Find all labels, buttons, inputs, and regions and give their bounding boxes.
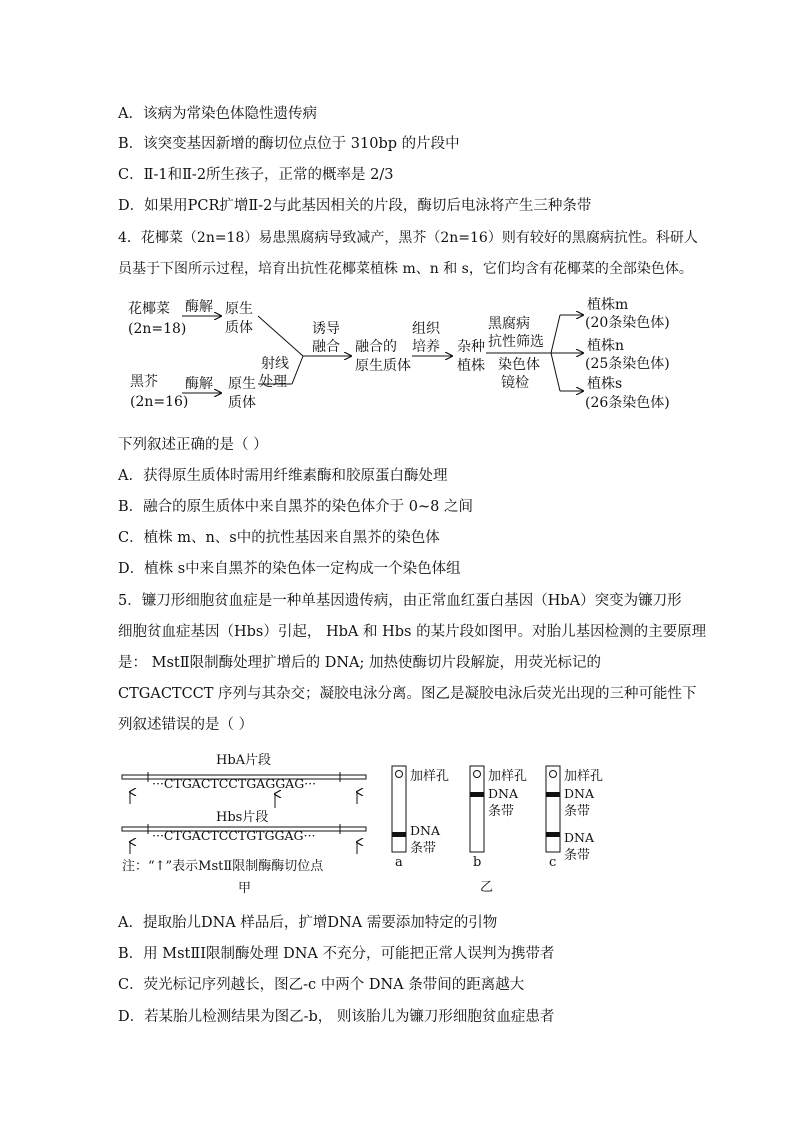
screen-2: 抗性筛选 — [488, 334, 544, 350]
lane-c-dna-label-2: DNA — [564, 830, 594, 845]
hba-sequence: ···CTGACTCCTGAGGAG··· — [152, 776, 317, 791]
induce-1: 诱导 — [312, 321, 340, 337]
plant-s-chrom: (26条染色体) — [585, 395, 670, 411]
cauliflower-label: 花椰菜 — [128, 301, 170, 317]
hybrid-1: 杂种 — [457, 339, 485, 355]
plant-m-chrom: (20条染色体) — [585, 315, 670, 331]
hba-label: HbA片段 — [216, 753, 272, 768]
culture-2: 培养 — [412, 339, 440, 355]
radiation-1: 射线 — [261, 356, 289, 372]
fused-2: 原生质体 — [355, 358, 411, 374]
black-mustard-chrom: (2n=16) — [130, 394, 189, 410]
q5-stem-line5: 列叙述错误的是（ ） — [118, 717, 254, 733]
q4-option-c: C．植株 m、n、s中的抗性基因来自黑芥的染色体 — [118, 530, 440, 546]
protoplast-top-2: 质体 — [225, 320, 253, 336]
q5-option-c: C．荧光标记序列越长，图乙-c 中两个 DNA 条带间的距离越大 — [118, 977, 525, 993]
q5-figure-jia — [118, 748, 380, 898]
lane-b-band-label: 条带 — [488, 804, 515, 819]
lane-b-dna-label: DNA — [488, 786, 518, 801]
protoplast-top-1: 原生 — [225, 301, 253, 317]
q5-stem-line4: CTGACTCCT 序列与其杂交；凝胶电泳分离。图乙是凝胶电泳后荧光出现的三种可能性下 — [118, 686, 697, 702]
fused-1: 融合的 — [355, 339, 397, 355]
q4-question: 下列叙述正确的是（ ） — [118, 437, 268, 453]
hbs-sequence: ···CTGACTCCTGTGGAG··· — [152, 828, 316, 843]
lane-c-band-label-2: 条带 — [564, 848, 591, 863]
q5-option-d: D．若某胎儿检测结果为图乙-b， 则该胎儿为镰刀形细胞贫血症患者 — [118, 1009, 555, 1025]
q3-option-a: A．该病为常染色体隐性遗传病 — [118, 106, 317, 122]
radiation-2: 处理 — [259, 374, 287, 390]
induce-2: 融合 — [312, 339, 340, 355]
q4-flow-diagram — [118, 290, 688, 420]
lane-a-well-label: 加样孔 — [410, 769, 450, 784]
lane-b-letter: b — [473, 855, 482, 870]
lane-c-well-label: 加样孔 — [564, 769, 604, 784]
q3-option-d: D．如果用PCR扩增Ⅱ-2与此基因相关的片段，酶切后电泳将产生三种条带 — [118, 198, 592, 214]
fig-note: 注：“↑”表示MstⅡ限制酶酶切位点 — [122, 859, 324, 874]
q4-stem-line1: 4．花椰菜（2n=18）易患黑腐病导致减产，黑芥（2n=16）则有较好的黑腐病抗性。科研人 — [118, 230, 698, 246]
black-mustard-label: 黑芥 — [130, 374, 158, 390]
caption-yi: 乙 — [480, 880, 494, 895]
q5-stem-line2: 细胞贫血症基因（Hbs）引起， HbA 和 Hbs 的某片段如图甲。对胎儿基因检测的主要原理 — [118, 624, 707, 640]
plant-m: 植株m — [587, 297, 629, 313]
lane-a-dna-label: DNA — [410, 823, 440, 838]
lane-b — [470, 766, 527, 870]
lane-a-band-label: 条带 — [410, 841, 437, 856]
q3-option-c: C．Ⅱ-1和Ⅱ-2所生孩子，正常的概率是 2/3 — [118, 167, 394, 183]
q5-stem-line1: 5．镰刀形细胞贫血症是一种单基因遗传病，由正常血红蛋白基因（HbA）突变为镰刀形 — [118, 593, 682, 609]
q4-option-b: B．融合的原生质体中来自黑芥的染色体介于 0~8 之间 — [118, 499, 473, 515]
caption-jia: 甲 — [238, 881, 252, 896]
protoplast-bottom-2: 质体 — [228, 395, 256, 411]
lane-a — [392, 766, 449, 870]
lane-c-dna-label-1: DNA — [564, 786, 594, 801]
stain-1: 染色体 — [498, 357, 540, 373]
stain-2: 镜检 — [501, 375, 529, 391]
enzyme-top-label: 酶解 — [185, 299, 213, 315]
q5-stem-line3: 是： MstⅡ限制酶处理扩增后的 DNA; 加热使酶切片段解旋，用荧光标记的 — [118, 655, 601, 671]
lane-c — [546, 766, 603, 870]
culture-1: 组织 — [412, 321, 440, 337]
plant-s: 植株s — [587, 376, 623, 392]
q5-option-a: A．提取胎儿DNA 样品后，扩增DNA 需要添加特定的引物 — [118, 915, 498, 931]
enzyme-bottom-label: 酶解 — [185, 376, 213, 392]
hybrid-2: 植株 — [457, 358, 485, 374]
plant-n-chrom: (25条染色体) — [585, 356, 670, 372]
screen-1: 黑腐病 — [488, 316, 530, 332]
q4-option-a: A．获得原生质体时需用纤维素酶和胶原蛋白酶处理 — [118, 468, 448, 484]
q5-figure-yi — [384, 760, 614, 900]
q4-option-d: D．植株 s中来自黑芥的染色体一定构成一个染色体组 — [118, 561, 461, 577]
q5-option-b: B．用 MstⅡI限制酶处理 DNA 不充分，可能把正常人误判为携带者 — [118, 946, 555, 962]
protoplast-bottom-1: 原生 — [228, 376, 256, 392]
q3-option-b: B．该突变基因新增的酶切位点位于 310bp 的片段中 — [118, 136, 460, 152]
lane-c-band-label-1: 条带 — [564, 804, 591, 819]
plant-n: 植株n — [587, 338, 625, 354]
cauliflower-chrom: (2n=18) — [128, 321, 187, 337]
q4-stem-line2: 员基于下图所示过程，培育出抗性花椰菜植株 m、n 和 s，它们均含有花椰菜的全部染色体。 — [118, 261, 693, 277]
hbs-label: Hbs片段 — [216, 810, 269, 825]
lane-a-letter: a — [395, 855, 403, 870]
lane-c-letter: c — [549, 855, 557, 870]
lane-b-well-label: 加样孔 — [488, 769, 528, 784]
